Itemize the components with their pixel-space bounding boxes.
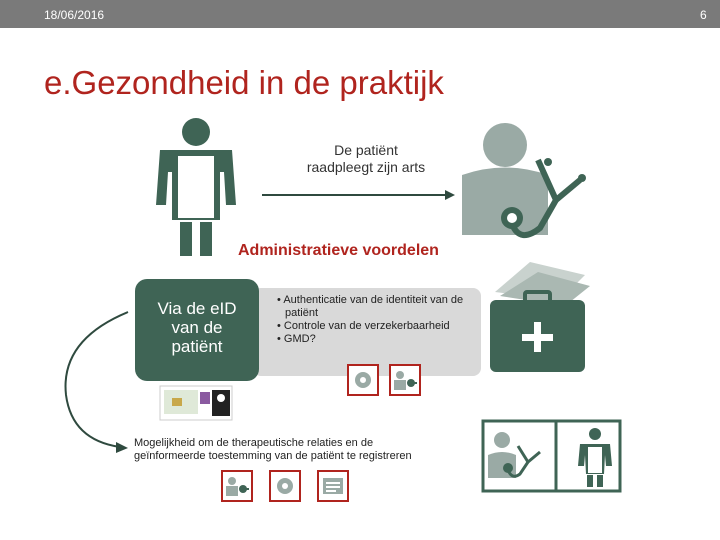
curved-arrow-icon <box>66 312 128 453</box>
gear-icon <box>347 364 379 396</box>
arrow-right-icon <box>262 190 455 200</box>
eid-box: Via de eID van de patiënt <box>135 279 259 381</box>
page-number: 6 <box>700 8 707 22</box>
benefit-item: • GMD? <box>277 333 475 346</box>
consultation-caption: De patiënt raadpleegt zijn arts <box>306 142 426 175</box>
benefits-box <box>253 288 481 376</box>
document-list-icon <box>317 470 349 502</box>
doctor-patient-icon <box>483 421 620 491</box>
user-key-icon <box>221 470 253 502</box>
gear-icon <box>269 470 301 502</box>
benefits-list <box>253 288 481 346</box>
eid-card-image <box>160 386 232 420</box>
doctor-icon <box>462 123 586 235</box>
slide-title: e.Gezondheid in de praktijk <box>44 64 444 101</box>
benefit-item: • Authenticatie van de identiteit van de patiënt <box>277 294 475 320</box>
admin-benefits-title: Administratieve voordelen <box>238 242 439 259</box>
user-key-icon <box>389 364 421 396</box>
patient-icon <box>156 118 236 256</box>
benefit-item: • Controle van de verzekerbaarheid <box>277 320 475 333</box>
medical-kit-icon <box>490 262 590 372</box>
slide-date: 18/06/2016 <box>44 8 105 22</box>
possibility-text: Mogelijkheid om de therapeutische relaties en de geïnformeerde toestemming van de patiënt te registreren <box>134 437 412 462</box>
